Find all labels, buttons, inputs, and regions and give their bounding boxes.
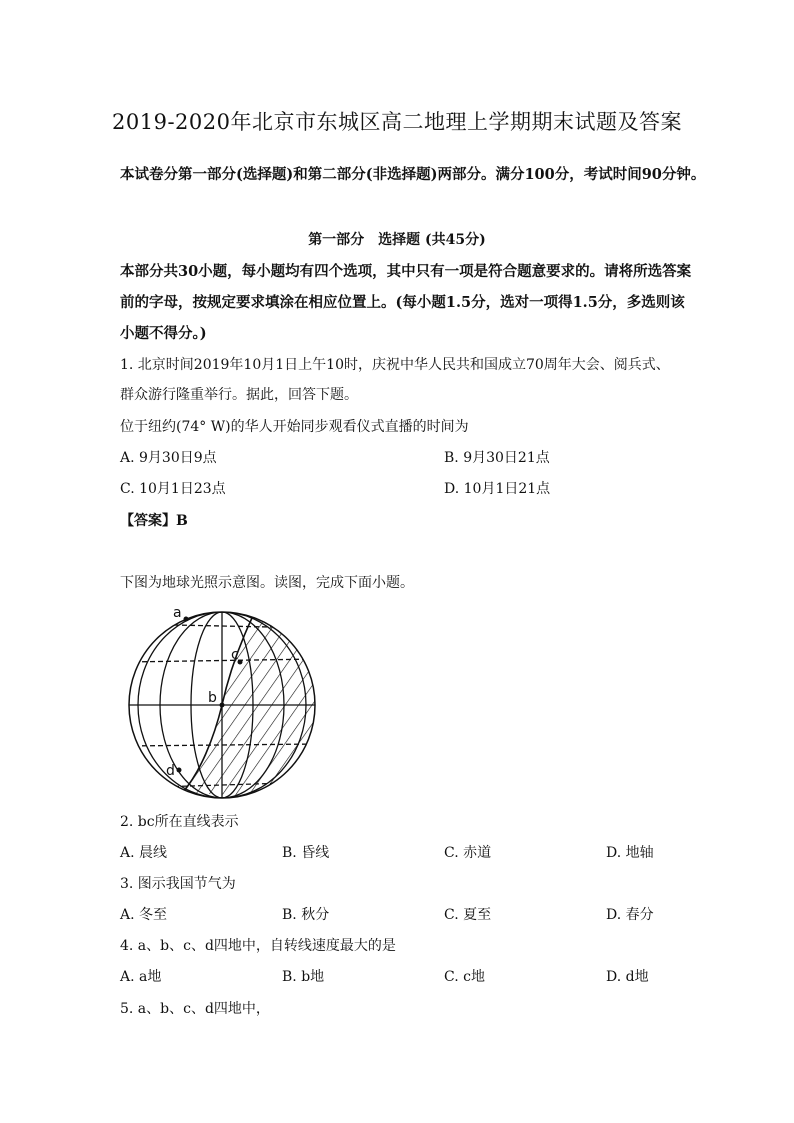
q3-option-d: D. 春分: [606, 907, 654, 923]
q3-option-c: C. 夏至: [444, 907, 492, 923]
q3-stem: 3. 图示我国节气为: [120, 876, 236, 892]
point-d: [177, 768, 182, 773]
q2-option-b: B. 昏线: [282, 845, 330, 861]
document-title: 2019-2020年北京市东城区高二地理上学期期末试题及答案: [112, 110, 682, 134]
q4-option-c: C. c地: [444, 969, 485, 985]
q2-option-a: A. 晨线: [120, 845, 168, 861]
q2-option-c: C. 赤道: [444, 845, 492, 861]
figure-intro: 下图为地球光照示意图。读图，完成下面小题。: [120, 575, 414, 591]
q2-stem: 2. bc所在直线表示: [120, 814, 239, 830]
label-b: b: [208, 690, 217, 706]
q3-option-a: A. 冬至: [120, 907, 168, 923]
q4-option-a: A. a地: [120, 969, 162, 985]
exam-intro: 本试卷分第一部分(选择题)和第二部分(非选择题)两部分。满分100分，考试时间90分钟。: [120, 166, 706, 183]
q1-answer: 【答案】B: [120, 513, 188, 529]
q4-option-d: D. d地: [606, 969, 649, 985]
q1-question: 位于纽约(74° W)的华人开始同步观看仪式直播的时间为: [120, 419, 469, 435]
q1-option-b: B. 9月30日21点: [444, 450, 550, 466]
point-a: [184, 617, 189, 622]
part1-instructions-line-3: 小题不得分。): [120, 325, 207, 342]
q1-option-a: A. 9月30日9点: [120, 450, 217, 466]
part1-heading: 第一部分 选择题 (共45分): [308, 232, 486, 248]
q2-option-d: D. 地轴: [606, 845, 654, 861]
earth-illumination-diagram: [118, 598, 328, 810]
label-c: c: [231, 647, 239, 663]
part1-instructions-line-1: 本部分共30小题，每小题均有四个选项，其中只有一项是符合题意要求的。请将所选答案: [120, 263, 692, 280]
q1-stem-line-2: 群众游行隆重举行。据此，回答下题。: [120, 387, 358, 403]
q3-option-b: B. 秋分: [282, 907, 330, 923]
q4-option-b: B. b地: [282, 969, 325, 985]
q5-stem: 5. a、b、c、d四地中，: [120, 1001, 270, 1017]
label-a: a: [173, 605, 182, 621]
q1-option-c: C. 10月1日23点: [120, 481, 226, 497]
q1-stem-line-1: 1. 北京时间2019年10月1日上午10时，庆祝中华人民共和国成立70周年大会、阅兵式、: [120, 357, 670, 373]
q4-stem: 4. a、b、c、d四地中，自转线速度最大的是: [120, 938, 396, 954]
point-b: [220, 703, 225, 708]
label-d: d: [166, 763, 175, 779]
part1-instructions-line-2: 前的字母，按规定要求填涂在相应位置上。(每小题1.5分，选对一项得1.5分，多选则该: [120, 294, 685, 311]
q1-option-d: D. 10月1日21点: [444, 481, 551, 497]
